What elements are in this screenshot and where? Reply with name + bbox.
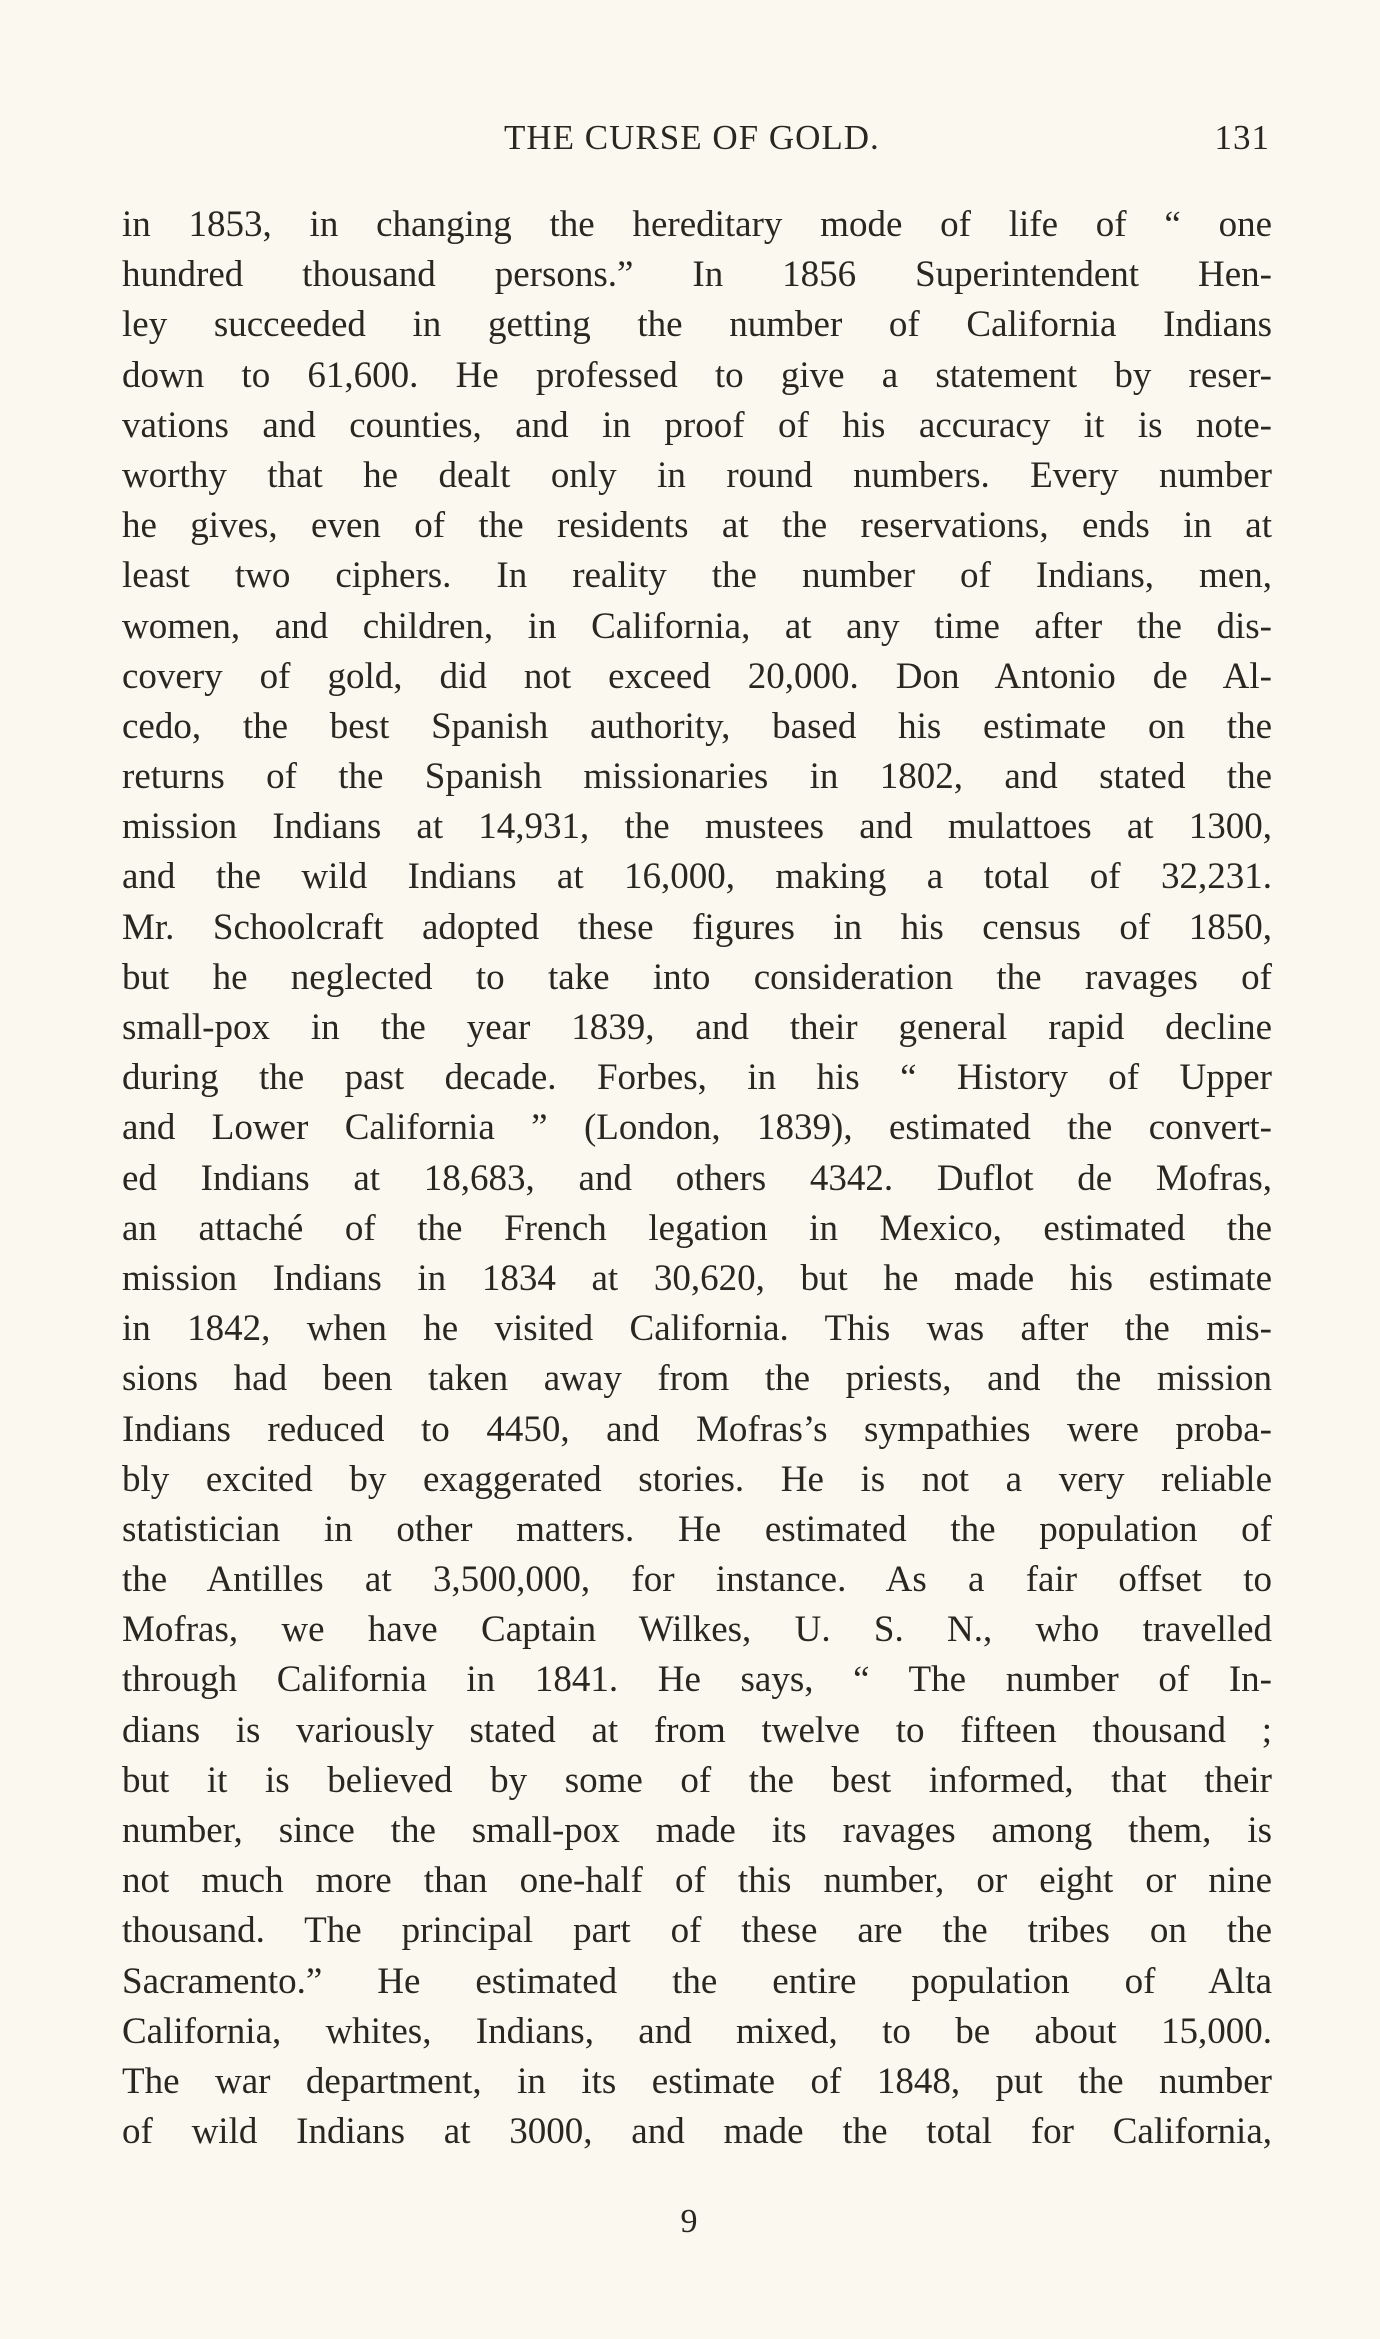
- text-line: number, since the small-pox made its ravages among them, is: [122, 1810, 1272, 1851]
- text-line: thousand. The principal part of these are the tribes on the: [122, 1910, 1272, 1952]
- text-line: women, and children, in California, at any time after the dis-: [122, 605, 1272, 647]
- text-line: during the past decade. Forbes, in his “ History of Upper: [122, 1057, 1272, 1099]
- text-line: bly excited by exaggerated stories. He is not a very reliable: [122, 1458, 1272, 1500]
- text-line: but he neglected to take into consideration the ravages of: [122, 956, 1272, 998]
- text-line: Sacramento.” He estimated the entire population of Alta: [122, 1960, 1272, 2002]
- text-line: ley succeeded in getting the number of California Indians: [122, 304, 1272, 346]
- text-line: covery of gold, did not exceed 20,000. Don Antonio de Al-: [122, 655, 1272, 697]
- page-number: 131: [1214, 118, 1270, 157]
- text-line: in 1853, in changing the hereditary mode of life of “ one: [122, 204, 1272, 245]
- text-line: vations and counties, and in proof of his accuracy it is note-: [122, 404, 1272, 446]
- body-text: [122, 200, 1272, 2157]
- text-line: of wild Indians at 3000, and made the total for California,: [122, 2111, 1272, 2153]
- text-line: The war department, in its estimate of 1848, put the number: [122, 2060, 1272, 2102]
- text-line: not much more than one-half of this number, or eight or nine: [122, 1860, 1272, 1902]
- text-line: cedo, the best Spanish authority, based his estimate on the: [122, 705, 1272, 747]
- text-line: down to 61,600. He professed to give a statement by reser-: [122, 354, 1272, 396]
- text-line: statistician in other matters. He estimated the population of: [122, 1508, 1272, 1550]
- running-title: THE CURSE OF GOLD.: [504, 118, 880, 157]
- text-line: and Lower California ” (London, 1839), estimated the convert-: [122, 1107, 1272, 1149]
- text-line: worthy that he dealt only in round numbers. Every number: [122, 454, 1272, 496]
- running-head: [122, 118, 1270, 170]
- text-line: through California in 1841. He says, “ The number of In-: [122, 1659, 1272, 1701]
- text-line: hundred thousand persons.” In 1856 Superintendent Hen-: [122, 254, 1272, 296]
- text-line: Mofras, we have Captain Wilkes, U. S. N., who travelled: [122, 1609, 1272, 1651]
- text-line: least two ciphers. In reality the number of Indians, men,: [122, 555, 1272, 597]
- text-line: California, whites, Indians, and mixed, to be about 15,000.: [122, 2010, 1272, 2052]
- text-line: ed Indians at 18,683, and others 4342. Duflot de Mofras,: [122, 1157, 1272, 1199]
- text-line: Indians reduced to 4450, and Mofras’s sympathies were proba-: [122, 1408, 1272, 1450]
- signature-mark: 9: [680, 2203, 698, 2240]
- text-line: mission Indians in 1834 at 30,620, but he made his estimate: [122, 1257, 1272, 1299]
- text-line: returns of the Spanish missionaries in 1802, and stated the: [122, 756, 1272, 798]
- text-line: sions had been taken away from the priests, and the mission: [122, 1358, 1272, 1400]
- text-line: Mr. Schoolcraft adopted these figures in his census of 1850,: [122, 906, 1272, 948]
- text-line: mission Indians at 14,931, the mustees and mulattoes at 1300,: [122, 806, 1272, 848]
- text-line: he gives, even of the residents at the reservations, ends in at: [122, 505, 1272, 547]
- text-line: small-pox in the year 1839, and their general rapid decline: [122, 1007, 1272, 1048]
- text-line: in 1842, when he visited California. This was after the mis-: [122, 1308, 1272, 1350]
- text-line: and the wild Indians at 16,000, making a total of 32,231.: [122, 856, 1272, 898]
- text-line: dians is variously stated at from twelve to fifteen thousand ;: [122, 1709, 1272, 1751]
- text-line: an attaché of the French legation in Mexico, estimated the: [122, 1207, 1272, 1249]
- text-line: but it is believed by some of the best informed, that their: [122, 1759, 1272, 1801]
- text-line: the Antilles at 3,500,000, for instance. As a fair offset to: [122, 1559, 1272, 1601]
